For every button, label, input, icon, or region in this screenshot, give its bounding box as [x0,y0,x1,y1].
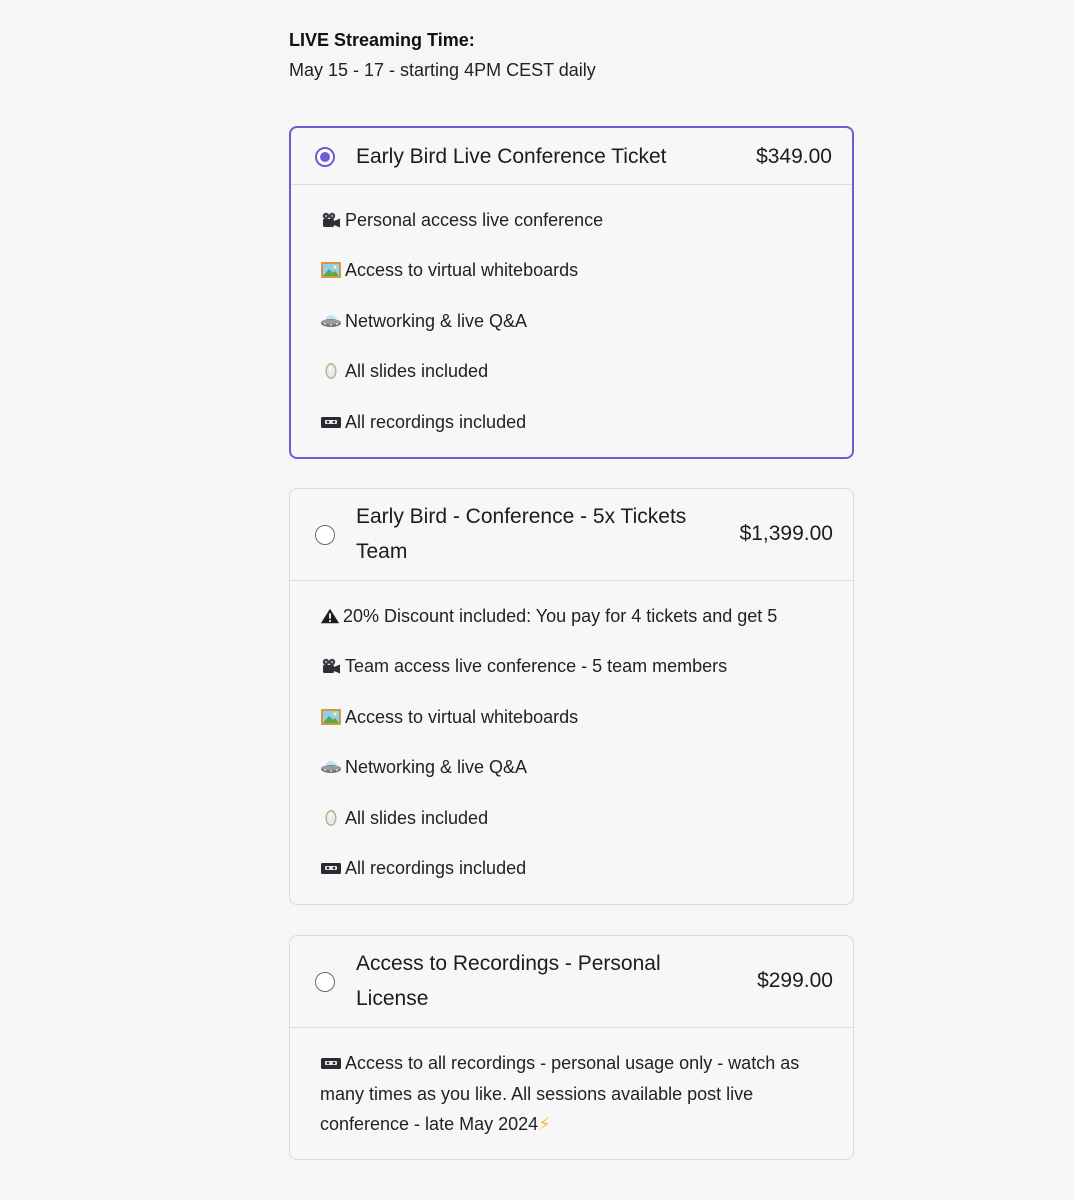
feature-item: Personal access live conference [320,208,603,232]
ticket-price: $1,399.00 [739,522,833,545]
radio-button[interactable] [315,525,335,545]
feature-item: All recordings included [320,410,526,434]
ticket-price: $349.00 [756,145,832,168]
mirror-icon [320,809,342,827]
feature-item: Access to virtual whiteboards [320,258,578,282]
feature-item: Access to virtual whiteboards [320,705,578,729]
feature-item: All recordings included [320,856,526,880]
ticket-header [290,489,853,581]
ticket-name: Early Bird Live Conference Ticket [356,145,667,168]
ticket-name: Early Bird - Conference - 5x Tickets Team [356,505,687,563]
streaming-time-heading: LIVE Streaming Time: [289,30,475,50]
videocassette-icon [320,859,342,877]
radio-button[interactable] [315,972,335,992]
ticket-header [290,936,853,1028]
ticket-price: $299.00 [757,969,833,992]
feature-item: Team access live conference - 5 team members [320,654,727,678]
ticket-option-early-bird-live[interactable] [289,126,854,459]
flying-saucer-icon [320,758,342,776]
ticket-header [291,128,852,185]
flying-saucer-icon [320,312,342,330]
ticket-option-recordings-personal[interactable] [289,935,854,1160]
high-voltage-icon: ⚡ [538,1114,551,1134]
feature-item: Networking & live Q&A [320,755,527,779]
feature-item: Networking & live Q&A [320,309,527,333]
videocassette-icon [320,413,342,431]
feature-item: All slides included [320,359,488,383]
framed-picture-icon [320,261,342,279]
radio-button-selected[interactable] [315,147,335,167]
framed-picture-icon [320,708,342,726]
movie-camera-icon [320,211,342,229]
ticket-name: Access to Recordings - Personal License [356,952,661,1010]
mirror-icon [320,362,342,380]
warning-icon [320,607,340,625]
feature-item: 20% Discount included: You pay for 4 tickets and get 5 [320,604,777,628]
streaming-dates: May 15 - 17 - starting 4PM CEST daily [289,60,596,80]
videocassette-icon [320,1054,342,1072]
feature-item: All slides included [320,806,488,830]
movie-camera-icon [320,657,342,675]
ticket-option-early-bird-team[interactable] [289,488,854,905]
ticket-description: Access to all recordings - personal usage only - watch as many times as you like. All sessions available post live conference - late May 2024⚡ [320,1053,800,1134]
